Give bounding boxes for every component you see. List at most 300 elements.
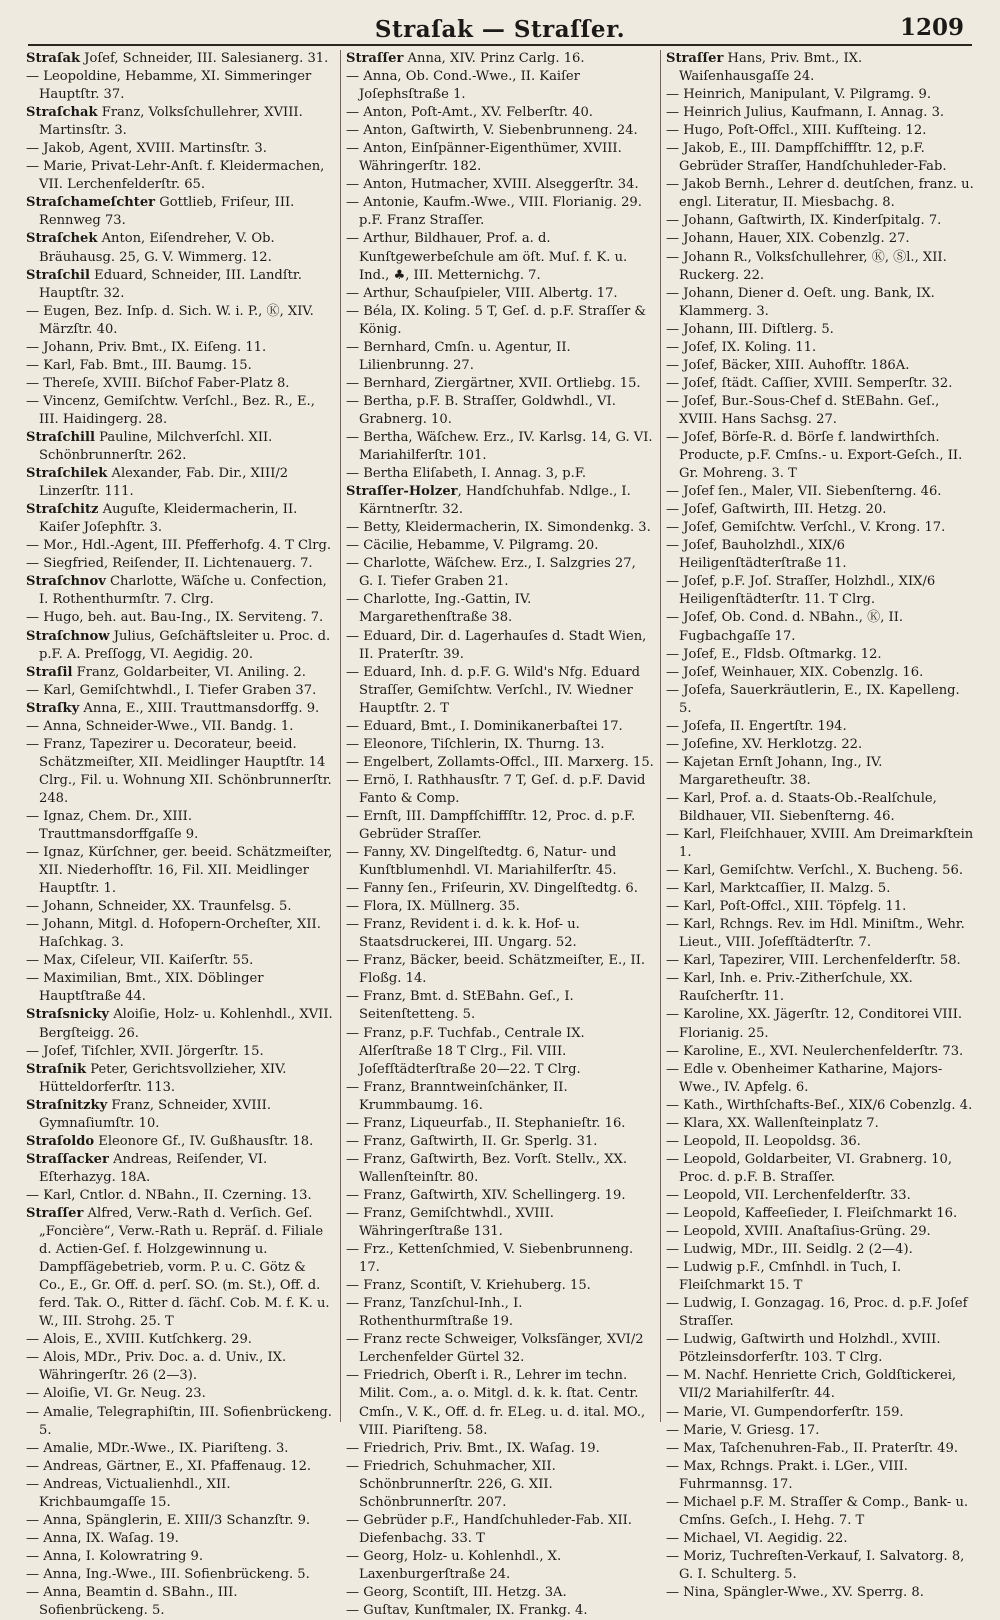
directory-entry bbox=[666, 1584, 974, 1602]
directory-entry bbox=[346, 1512, 654, 1548]
directory-entry bbox=[26, 1133, 334, 1151]
entry-text: — Michael p.F. M. Straſſer & Comp., Bank- u. Cmſns. Geſch., I. Hehg. 7. T bbox=[666, 1494, 969, 1528]
entry-surname: Straſsnicky bbox=[26, 1007, 110, 1023]
directory-entry bbox=[26, 303, 334, 339]
entry-text: — Ludwig, MDr., III. Seidlg. 2 (2—4). bbox=[666, 1242, 913, 1258]
directory-entry bbox=[26, 158, 334, 194]
entry-surname: Straſſer-Holzer bbox=[346, 484, 458, 500]
directory-entry bbox=[26, 357, 334, 375]
directory-entry bbox=[666, 285, 974, 321]
directory-entry bbox=[666, 321, 974, 339]
entry-text: — Leopold, II. Leopoldsg. 36. bbox=[666, 1133, 861, 1149]
entry-text: Hans, Priv. Bmt., IX. Waiſenhausgaſſe 24. bbox=[679, 51, 863, 85]
directory-entry bbox=[346, 1602, 654, 1620]
entry-text: — Flora, IX. Müllnerg. 35. bbox=[346, 899, 520, 915]
directory-entry bbox=[346, 104, 654, 122]
entry-text: — Karl, Rchngs. Rev. im Hdl. Miniſtm., Wehr. Lieut., VIII. Joſefſtädterſtr. 7. bbox=[666, 917, 965, 951]
directory-entry bbox=[26, 1061, 334, 1097]
directory-entry bbox=[666, 682, 974, 718]
entry-text: — Karl, Fleiſchhauer, XVIII. Am Dreimarkſtein 1. bbox=[666, 827, 974, 861]
entry-text: — Bertha, Wäſchew. Erz., IV. Karlsg. 14, G. VI. Mariahilferſtr. 101. bbox=[346, 429, 653, 464]
entry-text: Franz, Volksſchullehrer, XVIII. Martinsſtr. 3. bbox=[39, 105, 303, 139]
directory-entry bbox=[666, 537, 974, 573]
directory-entry bbox=[26, 1404, 334, 1440]
directory-entry bbox=[346, 1440, 654, 1458]
directory-entry bbox=[346, 176, 654, 194]
directory-entry bbox=[666, 1241, 974, 1259]
directory-entry bbox=[666, 1187, 974, 1205]
entry-text: — Karoline, XX. Jägerſtr. 12, Conditorei VIII. Florianig. 25. bbox=[666, 1007, 963, 1041]
entry-text: Andreas, Reiſender, VI. Eſterhazyg. 18A. bbox=[39, 1151, 268, 1185]
directory-entry bbox=[346, 1187, 654, 1205]
directory-entry bbox=[666, 952, 974, 970]
directory-entry bbox=[666, 429, 974, 483]
directory-entry bbox=[666, 1404, 974, 1422]
directory-entry bbox=[26, 375, 334, 393]
entry-text: Pauline, Milchverſchl. XII. Schönbrunnerſtr. 262. bbox=[39, 429, 273, 464]
entry-text: — Joſef, E., Fldsb. Oſtmarkg. 12. bbox=[666, 646, 882, 662]
entry-text: — Alois, MDr., Priv. Doc. a. d. Univ., IX. Währingerſtr. 26 (2—3). bbox=[26, 1350, 287, 1384]
directory-entry bbox=[666, 1259, 974, 1295]
entry-text: — Anna, Schneider-Wwe., VII. Bandg. 1. bbox=[26, 718, 294, 734]
directory-entry bbox=[346, 1367, 654, 1439]
directory-entry bbox=[666, 104, 974, 122]
entry-text: — Kajetan Ernſt Johann, Ing., IV. Margaretheuſtr. 38. bbox=[666, 754, 883, 788]
entry-text: — Fanny ſen., Friſeurin, XV. Dingelſtedtg. 6. bbox=[346, 881, 638, 897]
entry-text: — Anton, Einſpänner-Eigenthümer, XVIII. Währingerſtr. 182. bbox=[346, 141, 622, 175]
entry-surname: Straſſer bbox=[346, 51, 404, 66]
directory-entry bbox=[346, 537, 654, 555]
entry-text: — Georg, Holz- u. Kohlenhdl., X. Laxenburgerſtraße 24. bbox=[346, 1548, 562, 1582]
entry-text: — Joſef, Börſe-R. d. Börſe f. landwirthſch. Producte, p.F. Cmſns.- u. Export-Geſch., II. Gr. Mohreng. 3. T bbox=[666, 429, 963, 482]
directory-entry bbox=[666, 122, 974, 140]
entry-text: — Marie, VI. Gumpendorferſtr. 159. bbox=[666, 1404, 904, 1420]
entry-text: — Johann, Gaſtwirth, IX. Kinderſpitalg. 7. bbox=[666, 213, 942, 229]
page-number: 1209 bbox=[899, 14, 964, 41]
entry-text: — Hugo, beh. aut. Bau-Ing., IX. Serviteng. 7. bbox=[26, 610, 324, 626]
entry-text: — Leopold, Goldarbeiter, VI. Grabnerg. 10, Proc. d. p.F. B. Straſſer. bbox=[666, 1151, 953, 1185]
entry-text: — Franz, Bäcker, beeid. Schätzmeiſter, E., II. Floßg. 14. bbox=[346, 953, 646, 987]
entry-surname: Straſchameſchter bbox=[26, 195, 156, 211]
entry-text: — Edle v. Obenheimer Katharine, Majors-Wwe., IV. Apfelg. 6. bbox=[666, 1061, 943, 1095]
directory-entry bbox=[666, 483, 974, 501]
directory-entry bbox=[346, 772, 654, 808]
directory-entry bbox=[26, 952, 334, 970]
entry-text: — Kath., Wirthſchafts-Beſ., XIX/6 Cobenzlg. 4. bbox=[666, 1097, 973, 1113]
entry-text: — Alois, E., XVIII. Kutſchkerg. 29. bbox=[26, 1332, 252, 1348]
directory-entry bbox=[26, 429, 334, 465]
entry-text: — Joſef, Bäcker, XIII. Auhofſtr. 186A. bbox=[666, 357, 910, 373]
running-title: Straſak — Straſſer. bbox=[374, 15, 626, 43]
directory-entry bbox=[26, 664, 334, 682]
entry-text: — Ignaz, Chem. Dr., XIII. Trauttmansdorffgaſſe 9. bbox=[26, 808, 199, 843]
directory-entry bbox=[26, 736, 334, 808]
entry-surname: Straſnik bbox=[26, 1061, 87, 1077]
entry-text: — Friedrich, Oberſt i. R., Lehrer im techn. Milit. Com., a. o. Mitgl. d. k. k. ſtat. Centr. Cmſn., V. K., Off. d. fr. ELeg. u. d. ital. MO., VIII. Piariſteng. 58. bbox=[346, 1368, 646, 1438]
entry-text: — Joſef, IX. Koling. 11. bbox=[666, 339, 817, 355]
entry-surname: Straſchil bbox=[26, 267, 90, 283]
directory-entry bbox=[666, 86, 974, 104]
entry-text: — Joſef, Tiſchler, XVII. Jörgerſtr. 15. bbox=[26, 1043, 264, 1059]
entry-text: — Joſefa, II. Engertſtr. 194. bbox=[666, 718, 847, 734]
entry-surname: Straſchnow bbox=[26, 628, 110, 644]
directory-entry bbox=[26, 1043, 334, 1061]
directory-entry bbox=[666, 50, 974, 86]
directory-entry bbox=[26, 1385, 334, 1403]
entry-text: — Eduard, Dir. d. Lagerhauſes d. Stadt Wien, II. Praterſtr. 39. bbox=[346, 628, 647, 662]
directory-entry bbox=[346, 339, 654, 375]
directory-entry bbox=[666, 375, 974, 393]
entry-text: — Joſef, Bauholzhdl., XIX/6 Heiligenſtädterſtraße 11. bbox=[666, 538, 847, 572]
entry-text: — Johann, III. Diſtlerg. 5. bbox=[666, 321, 834, 337]
directory-entry bbox=[346, 375, 654, 393]
entry-surname: Straſky bbox=[26, 700, 80, 716]
entry-text: — Vincenz, Gemiſchtw. Verſchl., Bez. R., E., III. Haidingerg. 28. bbox=[26, 393, 315, 427]
column-right bbox=[660, 50, 974, 1600]
entry-text: — Max, Rchngs. Prakt. i. LGer., VIII. Fuhrmannsg. 17. bbox=[666, 1458, 908, 1492]
directory-entry bbox=[346, 1025, 654, 1079]
directory-entry bbox=[666, 519, 974, 537]
directory-entry bbox=[26, 916, 334, 952]
directory-entry bbox=[346, 718, 654, 736]
directory-entry bbox=[666, 754, 974, 790]
entry-surname: Straſchilek bbox=[26, 466, 108, 482]
directory-entry bbox=[26, 339, 334, 357]
entry-text: — Karl, Tapezirer, VIII. Lerchenfelderſtr. 58. bbox=[666, 953, 961, 969]
directory-entry bbox=[666, 1151, 974, 1187]
directory-entry bbox=[666, 1422, 974, 1440]
entry-text: Alexander, Fab. Dir., XIII/2 Linzerſtr. 111. bbox=[39, 466, 289, 500]
entry-text: — Leopold, XVIII. Anaſtaſius-Grüng. 29. bbox=[666, 1224, 931, 1240]
entry-text: — Johann, Diener d. Oeſt. ung. Bank, IX. Klammerg. 3. bbox=[666, 285, 935, 319]
directory-entry bbox=[346, 303, 654, 339]
directory-entry bbox=[26, 501, 334, 537]
entry-text: — Anna, IX. Waſag. 19. bbox=[26, 1530, 179, 1546]
directory-entry bbox=[666, 880, 974, 898]
entry-text: — Johann, Mitgl. d. Hofopern-Orcheſter, XII. Haſchkag. 3. bbox=[26, 917, 321, 951]
entry-text: — Georg, Scontiſt, III. Hetzg. 3A. bbox=[346, 1584, 567, 1600]
entry-text: — Karl, Gemiſchtw. Verſchl., X. Bucheng. 56. bbox=[666, 863, 964, 879]
directory-entry bbox=[666, 609, 974, 645]
entry-text: — Bernhard, Cmſn. u. Agentur, II. Lilienbrunng. 27. bbox=[346, 339, 571, 373]
entry-text: Anna, XIV. Prinz Carlg. 16. bbox=[403, 51, 585, 66]
entry-text: — Joſef ſen., Maler, VII. Siebenſterng. 46. bbox=[666, 484, 942, 500]
entry-text: — Charlotte, Wäſchew. Erz., I. Salzgries 27, G. I. Tiefer Graben 21. bbox=[346, 556, 636, 590]
directory-entry bbox=[666, 736, 974, 754]
entry-text: — Anna, Beamtin d. SBahn., III. Sofienbrückeng. 5. bbox=[26, 1584, 238, 1619]
directory-entry bbox=[26, 1548, 334, 1566]
directory-entry bbox=[346, 808, 654, 844]
entry-text: — Amalie, MDr.-Wwe., IX. Piariſteng. 3. bbox=[26, 1440, 289, 1456]
directory-entry bbox=[346, 393, 654, 429]
entry-text: — Joſefa, Sauerkräutlerin, E., IX. Kapelleng. 5. bbox=[666, 682, 960, 716]
entry-text: — Friedrich, Priv. Bmt., IX. Waſag. 19. bbox=[346, 1440, 600, 1456]
directory-entry bbox=[26, 537, 334, 555]
directory-entry bbox=[666, 339, 974, 357]
entry-text: — Andreas, Gärtner, E., XI. Pfaffenaug. 12. bbox=[26, 1458, 312, 1474]
directory-entry bbox=[666, 393, 974, 429]
entry-text: Joſef, Schneider, III. Salesianerg. 31. bbox=[80, 51, 329, 66]
entry-surname: Straſſacker bbox=[26, 1151, 109, 1167]
entry-text: — Arthur, Schauſpieler, VIII. Albertg. 17. bbox=[346, 285, 618, 301]
entry-text: — Max, Taſchenuhren-Fab., II. Praterſtr. 49. bbox=[666, 1440, 958, 1456]
entry-text: — Ludwig p.F., Cmſnhdl. in Tuch, I. Fleiſchmarkt 15. T bbox=[666, 1260, 902, 1294]
directory-entry bbox=[346, 230, 654, 284]
entry-text: — Charlotte, Ing.-Gattin, IV. Margarethenſtraße 38. bbox=[346, 592, 532, 626]
entry-text: Anton, Eiſendreher, V. Ob. Bräuhausg. 25, G. V. Wimmerg. 12. bbox=[39, 231, 275, 265]
directory-entry bbox=[346, 628, 654, 664]
directory-entry bbox=[346, 988, 654, 1024]
entry-text: — Maximilian, Bmt., XIX. Döblinger Hauptſtraße 44. bbox=[26, 971, 264, 1005]
entry-text: — Gebrüder p.F., Handſchuhleder-Fab. XII. Diefenbachg. 33. T bbox=[346, 1512, 632, 1546]
directory-entry bbox=[666, 1097, 974, 1115]
entry-text: — Karl, Marktcaſſier, II. Malzg. 5. bbox=[666, 881, 891, 897]
directory-entry bbox=[346, 844, 654, 880]
entry-text: — Franz recte Schweiger, Volksſänger, XVI/2 Lerchenfelder Gürtel 32. bbox=[346, 1332, 644, 1366]
directory-entry bbox=[346, 1458, 654, 1512]
entry-text: — Joſef, Gaſtwirth, III. Hetzg. 20. bbox=[666, 502, 887, 518]
directory-entry bbox=[26, 140, 334, 158]
entry-text: — Franz, Revident i. d. k. k. Hof- u. Staatsdruckerei, III. Ungarg. 52. bbox=[346, 917, 580, 951]
entry-text: — Johann R., Volksſchullehrer, Ⓚ, Ⓢl., XII. Ruckerg. 22. bbox=[666, 249, 947, 283]
column-middle bbox=[340, 50, 654, 1619]
entry-text: — Ludwig, I. Gonzagag. 16, Proc. d. p.F. Joſef Straſſer. bbox=[666, 1296, 968, 1330]
directory-entry bbox=[26, 1151, 334, 1187]
directory-entry bbox=[26, 808, 334, 844]
directory-entry bbox=[26, 267, 334, 303]
entry-text: — Max, Ciſeleur, VII. Kaiſerſtr. 55. bbox=[26, 953, 254, 969]
directory-entry bbox=[666, 1367, 974, 1403]
directory-entry bbox=[26, 68, 334, 104]
entry-surname: Straſchitz bbox=[26, 502, 99, 518]
page-header bbox=[28, 12, 972, 46]
entry-text: Franz, Schneider, XVIII. Gymnaſiumſtr. 10. bbox=[39, 1097, 271, 1131]
directory-columns bbox=[26, 50, 974, 1619]
entry-text: — M. Nachf. Henriette Crich, Goldſtickerei, VII/2 Mariahilferſtr. 44. bbox=[666, 1368, 957, 1402]
directory-entry bbox=[26, 718, 334, 736]
directory-entry bbox=[26, 1530, 334, 1548]
entry-text: — Bertha, p.F. B. Straſſer, Goldwhdl., VI. Grabnerg. 10. bbox=[346, 393, 616, 427]
directory-entry bbox=[666, 1115, 974, 1133]
directory-entry bbox=[26, 230, 334, 266]
entry-text: Charlotte, Wäſche u. Confection, I. Rothenthurmſtr. 7. Clrg. bbox=[39, 574, 327, 608]
entry-surname: Straſſer bbox=[666, 51, 724, 66]
entry-text: — Joſef, p.F. Joſ. Straſſer, Holzhdl., XIX/6 Heiligenſtädterſtr. 11. T Clrg. bbox=[666, 574, 936, 608]
directory-entry bbox=[26, 1566, 334, 1584]
directory-entry bbox=[346, 952, 654, 988]
directory-entry bbox=[26, 1440, 334, 1458]
directory-entry bbox=[346, 898, 654, 916]
entry-text: — Amalie, Telegraphiſtin, III. Sofienbrückeng. 5. bbox=[26, 1404, 332, 1438]
entry-text: Alfred, Verw.-Rath d. Verſich. Geſ. „Foncière“, Verw.-Rath u. Repräſ. d. Filiale d. Actien-Geſ. f. Holzgewinnung u. Dampfſägebetrieb, vorm. P. u. C. Götz & Co., E., Gr. Off. d. perſ. SO. (m. St.), Off. d. ferd. Tak. O., Ritter d. ſächſ. Cob. M. f. K. u. W., III. Strohg. 25. T bbox=[39, 1206, 330, 1330]
directory-entry bbox=[26, 1584, 334, 1620]
directory-entry bbox=[346, 916, 654, 952]
entry-text: — Guſtav, Kunſtmaler, IX. Frankg. 4. bbox=[346, 1603, 588, 1619]
directory-entry bbox=[26, 1006, 334, 1042]
directory-entry bbox=[666, 826, 974, 862]
entry-text: — Michael, VI. Aegidig. 22. bbox=[666, 1530, 848, 1546]
entry-text: — Andreas, Victualienhdl., XII. Krichbaumgaſſe 15. bbox=[26, 1476, 231, 1510]
entry-surname: Straſchak bbox=[26, 105, 98, 121]
entry-text: — Leopold, VII. Lerchenfelderſtr. 33. bbox=[666, 1187, 911, 1203]
directory-entry bbox=[346, 664, 654, 718]
directory-entry bbox=[346, 1331, 654, 1367]
entry-text: Auguſte, Kleidermacherin, II. Kaiſer Joſephſtr. 3. bbox=[39, 502, 298, 536]
directory-entry bbox=[346, 591, 654, 627]
entry-text: — Friedrich, Schuhmacher, XII. Schönbrunnerſtr. 226, G. XII. Schönbrunnerſtr. 207. bbox=[346, 1458, 556, 1510]
directory-entry bbox=[666, 176, 974, 212]
directory-entry bbox=[346, 50, 654, 68]
entry-text: — Karl, Poſt-Offcl., XIII. Töpfelg. 11. bbox=[666, 899, 907, 915]
entry-text: — Bertha Eliſabeth, I. Annag. 3, p.F. bbox=[346, 466, 587, 482]
directory-entry bbox=[346, 465, 654, 483]
directory-entry bbox=[666, 1530, 974, 1548]
directory-entry bbox=[346, 1241, 654, 1277]
entry-text: — Moriz, Tuchreſten-Verkauf, I. Salvatorg. 8, G. I. Schulterg. 5. bbox=[666, 1548, 965, 1582]
entry-text: — Eduard, Inh. d. p.F. G. Wild's Nfg. Eduard Straſſer, Gemiſchtw. Verſchl., IV. Wiedner Hauptſtr. 2. T bbox=[346, 664, 640, 716]
entry-text: — Heinrich Julius, Kaufmann, I. Annag. 3. bbox=[666, 105, 945, 121]
directory-entry bbox=[26, 970, 334, 1006]
directory-entry bbox=[346, 122, 654, 140]
entry-text: — Joſef, Ob. Cond. d. NBahn., Ⓚ, II. Fugbachgaſſe 17. bbox=[666, 610, 904, 644]
directory-entry bbox=[26, 465, 334, 501]
directory-entry bbox=[26, 1205, 334, 1331]
directory-entry bbox=[346, 1584, 654, 1602]
directory-entry bbox=[26, 573, 334, 609]
directory-entry bbox=[26, 104, 334, 140]
directory-entry bbox=[26, 682, 334, 700]
directory-entry bbox=[666, 1043, 974, 1061]
entry-text: — Klara, XX. Wallenſteinplatz 7. bbox=[666, 1115, 879, 1131]
entry-text: — Joſef, Weinhauer, XIX. Cobenzlg. 16. bbox=[666, 664, 924, 680]
directory-entry bbox=[666, 1295, 974, 1331]
entry-text: — Jakob, Agent, XVIII. Martinsſtr. 3. bbox=[26, 141, 267, 157]
entry-text: — Franz, p.F. Tuchfab., Centrale IX. Alſerſtraße 18 T Clrg., Fil. VIII. Joſefſtädterſtraße 20—22. T Clrg. bbox=[346, 1025, 585, 1077]
directory-entry bbox=[666, 140, 974, 176]
entry-text: — Franz, Scontiſt, V. Kriehuberg. 15. bbox=[346, 1278, 591, 1294]
directory-entry bbox=[26, 393, 334, 429]
entry-text: — Karl, Fab. Bmt., III. Baumg. 15. bbox=[26, 357, 252, 373]
entry-text: — Franz, Tanzſchul-Inh., I. Rothenthurmſtraße 19. bbox=[346, 1296, 523, 1330]
directory-entry bbox=[666, 1494, 974, 1530]
entry-text: — Joſefine, XV. Herklotzg. 22. bbox=[666, 736, 863, 752]
directory-entry bbox=[346, 1205, 654, 1241]
entry-text: — Ludwig, Gaſtwirth und Holzhdl., XVIII. Pötzleinsdorferſtr. 103. T Clrg. bbox=[666, 1332, 941, 1366]
directory-entry bbox=[666, 970, 974, 1006]
directory-entry bbox=[346, 754, 654, 772]
directory-entry bbox=[346, 1079, 654, 1115]
directory-entry bbox=[666, 249, 974, 285]
entry-text: — Betty, Kleidermacherin, IX. Simondenkg. 3. bbox=[346, 520, 651, 536]
directory-entry bbox=[346, 429, 654, 465]
entry-surname: Straſak bbox=[26, 51, 81, 66]
entry-surname: Straſſer bbox=[26, 1206, 84, 1221]
entry-text: — Béla, IX. Koling. 5 T, Geſ. d. p.F. Straſſer & König. bbox=[346, 303, 647, 337]
directory-entry bbox=[666, 230, 974, 248]
entry-text: — Arthur, Bildhauer, Prof. a. d. Kunſtgewerbeſchule am öſt. Muſ. f. K. u. Ind., ♣, III. Metternichg. 7. bbox=[346, 231, 628, 283]
entry-text: Peter, Gerichtsvollzieher, XIV. Hütteldorferſtr. 113. bbox=[39, 1061, 287, 1095]
entry-text: — Anton, Poſt-Amt., XV. Felberſtr. 40. bbox=[346, 105, 593, 121]
entry-text: Julius, Geſchäftsleiter u. Proc. d. p.F. A. Preſſogg, VI. Aegidig. 20. bbox=[39, 628, 331, 662]
directory-entry bbox=[666, 1205, 974, 1223]
entry-text: — Anna, I. Kolowratring 9. bbox=[26, 1548, 204, 1564]
entry-text: — Ignaz, Kürſchner, ger. beeid. Schätzmeiſter, XII. Niederhofſtr. 16, Fil. XII. Meidlinger Hauptſtr. 1. bbox=[26, 845, 333, 897]
entry-text: — Franz, Gaſtwirth, II. Gr. Sperlg. 31. bbox=[346, 1133, 598, 1149]
directory-entry bbox=[26, 1458, 334, 1476]
directory-entry bbox=[666, 212, 974, 230]
entry-text: Anna, E., XIII. Trauttmansdorffg. 9. bbox=[79, 700, 320, 716]
entry-text: — Franz, Gemiſchtwhdl., XVIII. Währingerſtraße 131. bbox=[346, 1206, 554, 1240]
directory-entry bbox=[26, 1512, 334, 1530]
directory-entry bbox=[666, 1440, 974, 1458]
entry-text: — Karoline, E., XVI. Neulerchenfelderſtr. 73. bbox=[666, 1043, 964, 1059]
entry-text: — Anton, Gaſtwirth, V. Siebenbrunneng. 24. bbox=[346, 123, 638, 139]
entry-text: — Ernſt, III. Dampfſchiffſtr. 12, Proc. d. p.F. Gebrüder Straſſer. bbox=[346, 808, 636, 843]
directory-entry bbox=[346, 140, 654, 176]
entry-surname: Straſchill bbox=[26, 429, 95, 445]
column-left bbox=[26, 50, 334, 1619]
entry-surname: Straſnitzky bbox=[26, 1097, 108, 1113]
entry-text: — Eduard, Bmt., I. Dominikanerbaſtei 17. bbox=[346, 718, 623, 734]
directory-entry bbox=[346, 1115, 654, 1133]
entry-text: — Joſef, Bur.-Sous-Chef d. StEBahn. Geſ., XVIII. Hans Sachsg. 27. bbox=[666, 393, 940, 427]
entry-text: — Cäcilie, Hebamme, V. Pilgramg. 20. bbox=[346, 538, 599, 554]
entry-text: — Marie, Privat-Lehr-Anſt. f. Kleidermachen, VII. Lerchenfelderſtr. 65. bbox=[26, 159, 325, 193]
directory-entry bbox=[666, 573, 974, 609]
entry-text: — Eleonore, Tiſchlerin, IX. Thurng. 13. bbox=[346, 736, 605, 752]
directory-entry bbox=[666, 357, 974, 375]
entry-text: — Anna, Ing.-Wwe., III. Sofienbrückeng. 5. bbox=[26, 1566, 310, 1582]
directory-entry bbox=[346, 1548, 654, 1584]
entry-text: — Franz, Gaſtwirth, XIV. Schellingerg. 19. bbox=[346, 1187, 626, 1203]
entry-text: — Franz, Gaſtwirth, Bez. Vorſt. Stellv., XX. Wallenſteinſtr. 80. bbox=[346, 1151, 628, 1185]
entry-text: — Franz, Tapezirer u. Decorateur, beeid. Schätzmeiſter, XII. Meidlinger Hauptſtr. 14 Clrg., Fil. u. Wohnung XII. Schönbrunnerſtr. 248. bbox=[26, 736, 332, 806]
directory-entry bbox=[666, 1458, 974, 1494]
directory-entry bbox=[26, 609, 334, 627]
directory-entry bbox=[346, 519, 654, 537]
directory-entry bbox=[26, 1187, 334, 1205]
entry-text: — Bernhard, Ziergärtner, XVII. Ortliebg. 15. bbox=[346, 375, 641, 391]
entry-text: — Franz, Liqueurfab., II. Stephanieſtr. 16. bbox=[346, 1115, 626, 1131]
directory-entry bbox=[346, 555, 654, 591]
directory-entry bbox=[666, 862, 974, 880]
directory-entry bbox=[26, 700, 334, 718]
entry-text: — Anna, Spänglerin, E. XIII/3 Schanzſtr. 9. bbox=[26, 1512, 311, 1528]
directory-entry bbox=[26, 898, 334, 916]
directory-entry bbox=[666, 1331, 974, 1367]
entry-text: — Leopoldine, Hebamme, XI. Simmeringer Hauptſtr. 37. bbox=[26, 69, 312, 103]
directory-entry bbox=[26, 50, 334, 68]
entry-text: , Handſchuhfab. Ndlge., I. Kärntnerſtr. 32. bbox=[359, 484, 631, 518]
entry-text: — Hugo, Poſt-Offcl., XIII. Kufſteing. 12. bbox=[666, 123, 927, 139]
directory-entry bbox=[666, 646, 974, 664]
directory-entry bbox=[346, 483, 654, 519]
entry-text: — Engelbert, Zollamts-Offcl., III. Marxerg. 15. bbox=[346, 754, 654, 770]
entry-text: — Heinrich, Manipulant, V. Pilgramg. 9. bbox=[666, 87, 931, 103]
entry-surname: Straſoldo bbox=[26, 1133, 95, 1149]
entry-surname: Straſchek bbox=[26, 231, 98, 247]
entry-text: — Anna, Ob. Cond.-Wwe., II. Kaiſer Joſephsſtraße 1. bbox=[346, 69, 580, 103]
directory-entry bbox=[26, 628, 334, 664]
directory-entry bbox=[666, 790, 974, 826]
entry-text: — Joſef, ſtädt. Caſſier, XVIII. Semperſtr. 32. bbox=[666, 375, 953, 391]
directory-entry bbox=[346, 1277, 654, 1295]
directory-entry bbox=[346, 194, 654, 230]
entry-text: Eleonore Gf., IV. Gußhausſtr. 18. bbox=[94, 1133, 314, 1149]
entry-text: — Thereſe, XVIII. Biſchof Faber-Platz 8. bbox=[26, 375, 290, 391]
entry-text: — Karl, Inh. e. Priv.-Zitherſchule, XX. Rauſcherſtr. 11. bbox=[666, 971, 913, 1005]
entry-text: — Johann, Hauer, XIX. Cobenzlg. 27. bbox=[666, 231, 910, 247]
